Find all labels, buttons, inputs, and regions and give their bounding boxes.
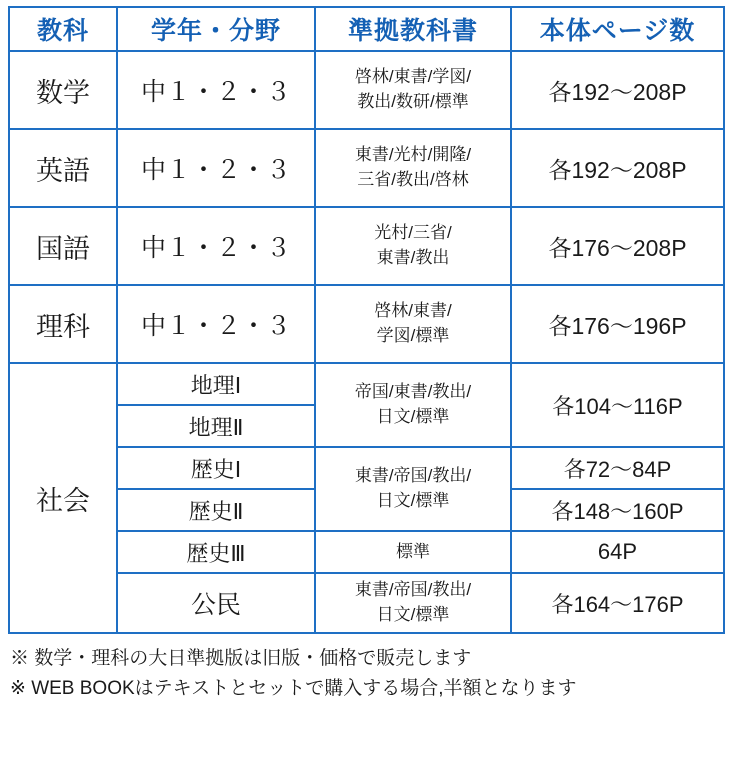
cell-pages-civics: 各164〜176P xyxy=(511,573,724,633)
cell-pages-history-2: 各148〜160P xyxy=(511,489,724,531)
table-row xyxy=(9,51,724,129)
cell-pages: 各192〜208P xyxy=(511,51,724,129)
cell-subject-social: 社会 xyxy=(9,363,117,633)
textbook-line: 教出/数研/標準 xyxy=(357,92,469,111)
cell-textbooks xyxy=(315,129,511,207)
cell-pages-geography: 各104〜116P xyxy=(511,363,724,447)
table-header xyxy=(9,7,724,51)
table-row xyxy=(9,531,724,573)
table-header-row xyxy=(9,7,724,51)
textbook-spec-table xyxy=(8,6,725,634)
cell-pages: 各176〜208P xyxy=(511,207,724,285)
cell-pages-history-1: 各72〜84P xyxy=(511,447,724,489)
cell-field-civics: 公民 xyxy=(117,573,315,633)
cell-subject: 理科 xyxy=(9,285,117,363)
column-header-subject: 教科 xyxy=(9,7,117,51)
cell-field-history-3: 歴史Ⅲ xyxy=(117,531,315,573)
cell-textbooks xyxy=(315,285,511,363)
textbook-line: 光村/三省/ xyxy=(374,223,452,243)
cell-pages: 各176〜196P xyxy=(511,285,724,363)
cell-field-geography-2: 地理Ⅱ xyxy=(117,405,315,447)
textbook-line: 啓林/東書/学図/ xyxy=(354,67,472,87)
textbook-line: 帝国/東書/教出/ xyxy=(354,382,472,402)
cell-subject: 数学 xyxy=(9,51,117,129)
column-header-grade-field: 学年・分野 xyxy=(117,7,315,51)
cell-grade: 中１・２・３ xyxy=(117,207,315,285)
cell-textbooks xyxy=(315,51,511,129)
cell-textbooks-history xyxy=(315,447,511,531)
textbook-line: 学図/標準 xyxy=(376,326,450,345)
cell-pages: 各192〜208P xyxy=(511,129,724,207)
cell-field-history-2: 歴史Ⅱ xyxy=(117,489,315,531)
cell-pages-history-3: 64P xyxy=(511,531,724,573)
table-row xyxy=(9,573,724,633)
notes-section xyxy=(8,644,723,705)
table-row xyxy=(9,285,724,363)
column-header-textbook: 準拠教科書 xyxy=(315,7,511,51)
textbook-line: 東書/教出 xyxy=(376,248,450,267)
note-item: ※ WEB BOOKはテキストとセットで購入する場合,半額となります xyxy=(10,678,577,700)
textbook-line: 啓林/東書/ xyxy=(374,301,452,321)
cell-field-geography-1: 地理Ⅰ xyxy=(117,363,315,405)
cell-subject: 国語 xyxy=(9,207,117,285)
table-row xyxy=(9,129,724,207)
table-row xyxy=(9,207,724,285)
cell-textbooks-geography xyxy=(315,363,511,447)
note-item: ※ 数学・理科の大日準拠版は旧版・価格で販売します xyxy=(10,648,472,669)
table-body xyxy=(9,51,724,633)
textbook-line: 日文/標準 xyxy=(376,407,450,426)
cell-field-history-1: 歴史Ⅰ xyxy=(117,447,315,489)
cell-grade: 中１・２・３ xyxy=(117,129,315,207)
cell-textbooks-history-3: 標準 xyxy=(315,531,511,573)
textbook-line: 日文/標準 xyxy=(376,491,450,510)
cell-subject: 英語 xyxy=(9,129,117,207)
table-row xyxy=(9,363,724,405)
textbook-line: 三省/教出/啓林 xyxy=(357,170,469,189)
cell-textbooks-civics xyxy=(315,573,511,633)
cell-grade: 中１・２・３ xyxy=(117,285,315,363)
textbook-line: 東書/光村/開隆/ xyxy=(354,145,472,165)
cell-grade: 中１・２・３ xyxy=(117,51,315,129)
table-row xyxy=(9,447,724,489)
column-header-pages: 本体ページ数 xyxy=(511,7,724,51)
textbook-line: 東書/帝国/教出/ xyxy=(354,580,472,600)
textbook-line: 日文/標準 xyxy=(376,605,450,624)
textbook-line: 東書/帝国/教出/ xyxy=(354,466,472,486)
cell-textbooks xyxy=(315,207,511,285)
